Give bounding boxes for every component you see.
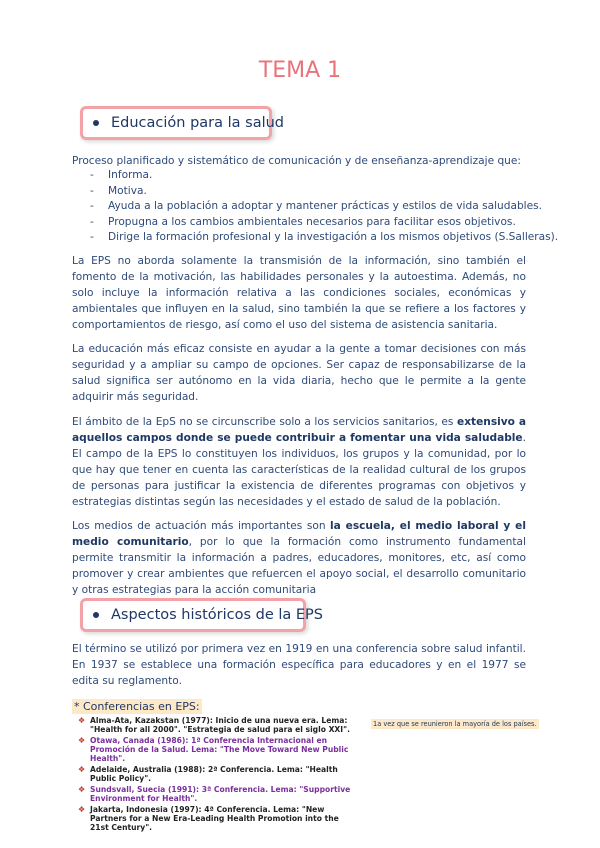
section-heading-label: Educación para la salud	[111, 115, 285, 131]
conference-item: ❖ Adelaide, Australia (1988): 2ª Conferencia. Lema: "Health Public Policy".	[78, 764, 338, 783]
diamond-bullet-icon: ❖	[78, 805, 86, 815]
paragraph-3	[72, 414, 526, 510]
conference-item: ❖ Sundsvall, Suecia (1991): 3ª Conferencia. Lema: "Supportive Environment for Health".	[78, 785, 351, 803]
list-item: - Motiva.	[90, 184, 530, 200]
conference-item: ❖ Alma-Ata, Kazakstan (1977): Inicio de una nueva era. Lema: "Health for all 2000". "Estrategia de salud para el siglo XXI".	[78, 716, 350, 734]
diamond-bullet-icon: ❖	[78, 785, 86, 795]
paragraph-5: El término se utilizó por primera vez en 1919 en una conferencia sobre salud infantil. En 1937 se establece una formación específica para educadores y en el 1977 se edita su reglamento.	[72, 643, 526, 687]
list-item: - Dirige la formación profesional y la investigación a los mismos objetivos (S.Salleras).	[90, 230, 530, 246]
conferences-list	[78, 717, 358, 835]
bullet-icon	[93, 120, 99, 126]
paragraph-1: La EPS no aborda solamente la transmisión de la información, sino también el fomento de la motivación, las habilidades personales y la autoestima. Además, no solo incluye la información relativa a las condiciones sociales, económicas y ambientales que influyen en la salud, sino también la que se refiere a los factores y comportamientos de riesgo, así como el uso del sistema de asistencia sanitaria.	[72, 255, 526, 331]
paragraph-4	[72, 518, 526, 598]
paragraph-2: La educación más eficaz consiste en ayudar a la gente a tomar decisiones con más seguridad y a ampliar su campo de opciones. Ser capaz de responsabilizarse de la salud significa ser autónomo en la vida diaria, hecho que le permite a la gente adquirir más seguridad.	[72, 343, 526, 403]
diamond-bullet-icon: ❖	[78, 764, 86, 774]
list-item: - Informa.	[90, 168, 530, 184]
paragraph-4-part-a: Los medios de actuación más importantes son	[72, 520, 331, 532]
bullet-icon	[93, 612, 99, 618]
intro-text: Proceso planificado y sistemático de comunicación y de enseñanza-aprendizaje que:	[72, 155, 521, 167]
list-item: - Propugna a los cambios ambientales necesarios para facilitar esos objetivos.	[90, 215, 530, 231]
section-heading-education	[80, 106, 285, 140]
conferences-title: * Conferencias en EPS:	[74, 700, 200, 713]
margin-note: 1a vez que se reunieron la mayoría de los países.	[373, 720, 537, 728]
paragraph-4-emphasis: la escuela, el medio laboral y el medio comunitario	[72, 520, 526, 548]
list-item: - Ayuda a la población a adoptar y mantener prácticas y estilos de vida saludables.	[90, 199, 530, 215]
paragraph-3-part-a: El ámbito de la EpS no se circunscribe solo a los servicios sanitarios, es	[72, 416, 458, 428]
page-title: TEMA 1	[258, 58, 342, 83]
section-heading-label: Aspectos históricos de la EPS	[111, 607, 323, 623]
conference-item: ❖ Otawa, Canada (1986): 1ª Conferencia Internacional en Promoción de la Salud. Lema: "The Move Toward New Public Health".	[78, 736, 349, 763]
diamond-bullet-icon: ❖	[78, 716, 86, 725]
section-heading-history	[80, 598, 323, 632]
objectives-list	[90, 168, 559, 246]
paragraph-3-part-c: . El campo de la EPS lo constituyen los individuos, los grupos y la comunidad, por lo que hay que tener en cuenta las características de la realidad cultural de los grupos de personas para justificar la existencia de diferentes programas con objetivos y estrategias distintas según las necesidades y el estado de salud de la población.	[72, 432, 526, 508]
paragraph-3-emphasis: extensivo a aquellos campos donde se puede contribuir a fomentar una vida saludable	[72, 416, 526, 444]
conference-item: ❖ Jakarta, Indonesia (1997): 4ª Conferencia. Lema: "New Partners for a New Era-Leading Health Promotion into the 21st Century".	[78, 805, 339, 832]
paragraph-4-part-c: , por lo que la formación como instrumento fundamental permite transmitir la información a padres, educadores, monitores, etc, así como promover y crear ambientes que refuercen el apoyo social, el desarrollo comunitario y otras estrategias para la acción comunitaria	[72, 536, 526, 596]
diamond-bullet-icon: ❖	[78, 736, 86, 746]
